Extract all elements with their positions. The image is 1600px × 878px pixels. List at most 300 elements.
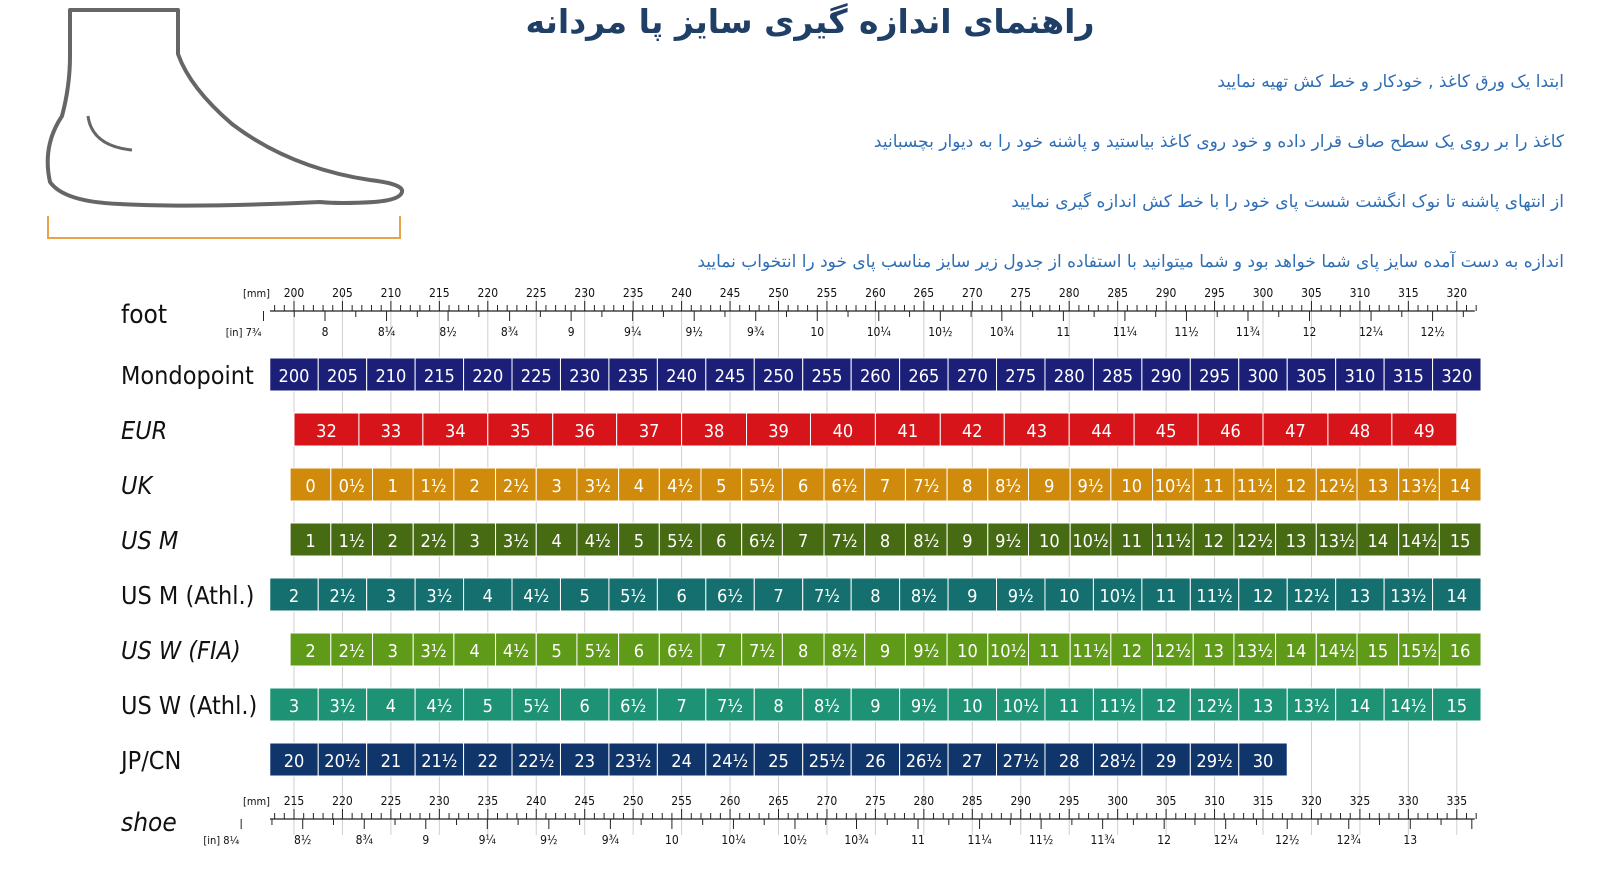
- uk-cell-label: 3½: [584, 476, 611, 497]
- us-w-fia-cell-label: 8: [798, 641, 809, 662]
- us-m-cell-label: 11: [1121, 531, 1143, 552]
- shoe-scale-mm-label: 330: [1398, 794, 1419, 808]
- eur-cell-label: 36: [574, 421, 596, 442]
- jp-cn-cell-label: 30: [1252, 751, 1274, 772]
- foot-scale-in-label: 9½: [685, 325, 703, 339]
- us-m-athl-cell-label: 4½: [523, 586, 550, 607]
- mondopoint-cell-label: 270: [956, 366, 988, 387]
- foot-outline-illustration: [40, 6, 420, 246]
- us-w-fia-cell-label: 4: [469, 641, 480, 662]
- jp-cn-cell-label: 24½: [711, 751, 749, 772]
- uk-cell-label: 4½: [667, 476, 694, 497]
- us-m-cell-label: 4: [551, 531, 562, 552]
- row-label-uk: UK: [121, 471, 153, 500]
- us-w-fia-cell-label: 11½: [1072, 641, 1109, 662]
- us-m-cell-label: 9½: [995, 531, 1022, 552]
- foot-scale-mm-label: 315: [1398, 286, 1419, 300]
- us-m-athl-cell-label: 7½: [813, 586, 840, 607]
- us-w-fia-cell-label: 5½: [584, 641, 611, 662]
- uk-cell-label: 11½: [1236, 476, 1273, 497]
- foot-scale-mm-label: 270: [961, 286, 983, 300]
- jp-cn-cell-label: 29½: [1196, 751, 1233, 772]
- eur-cell-label: 34: [445, 421, 466, 442]
- foot-scale-in-label: 8¾: [500, 325, 519, 339]
- foot-scale-in-label: 10½: [928, 325, 953, 339]
- jp-cn-cell-label: 26: [865, 751, 886, 772]
- shoe-scale-mm-label: 320: [1301, 794, 1322, 808]
- us-w-fia-cell-label: 4½: [502, 641, 529, 662]
- us-w-athl-cell-label: 10½: [1002, 696, 1039, 717]
- us-w-athl-cell-label: 8: [773, 696, 784, 717]
- mondopoint-cell-label: 285: [1102, 366, 1134, 387]
- us-m-cell-label: 4½: [584, 531, 611, 552]
- eur-cell-label: 46: [1220, 421, 1241, 442]
- shoe-scale-in-label: 9¾: [601, 833, 620, 847]
- us-m-athl-cell-label: 14: [1446, 586, 1468, 607]
- us-w-athl-cell-label: 9: [870, 696, 881, 717]
- us-w-fia-cell-label: 10: [957, 641, 978, 662]
- jp-cn-cell-label: 25: [768, 751, 789, 772]
- us-m-athl-cell-label: 4: [482, 586, 493, 607]
- us-w-athl-cell-label: 6½: [620, 696, 647, 717]
- jp-cn-cell-label: 27: [961, 751, 983, 772]
- eur-cell-label: 41: [897, 421, 919, 442]
- foot-scale-mm-label: 285: [1107, 286, 1128, 300]
- foot-scale-mm-label: 240: [671, 286, 692, 300]
- us-w-fia-cell-label: 11: [1039, 641, 1060, 662]
- us-m-cell-label: 13½: [1318, 531, 1355, 552]
- us-w-fia-cell-label: 6: [633, 641, 645, 662]
- uk-cell-label: 2½: [502, 476, 529, 497]
- shoe-scale-mm-label: 225: [380, 794, 402, 808]
- us-m-cell-label: 1: [305, 531, 316, 552]
- us-w-fia-cell-label: 14½: [1318, 641, 1355, 662]
- foot-scale-in-label: 10: [810, 325, 825, 339]
- foot-scale-in-label: 11: [1056, 325, 1071, 339]
- us-m-athl-cell-label: 10: [1058, 586, 1080, 607]
- foot-scale-mm-label: 265: [913, 286, 935, 300]
- foot-scale-mm-label: 225: [525, 286, 547, 300]
- shoe-scale-in-label: 11: [911, 833, 925, 847]
- jp-cn-cell-label: 20: [283, 751, 305, 772]
- mondopoint-cell-label: 240: [666, 366, 698, 387]
- us-m-cell-label: 13: [1285, 531, 1307, 552]
- us-w-athl-cell-label: 12: [1155, 696, 1177, 717]
- foot-scale-in-label: 8¼: [377, 325, 396, 339]
- uk-cell-label: 8: [962, 476, 973, 497]
- uk-cell-label: 0: [305, 476, 316, 497]
- foot-scale-mm-label: 300: [1252, 286, 1274, 300]
- us-w-fia-cell-label: 5: [551, 641, 562, 662]
- us-w-fia-cell-label: 15½: [1400, 641, 1438, 662]
- uk-cell-label: 1: [387, 476, 398, 497]
- shoe-scale-mm-label: 285: [961, 794, 983, 808]
- mondopoint-cell-label: 295: [1199, 366, 1231, 387]
- shoe-scale-mm-label: 220: [332, 794, 353, 808]
- foot-scale-mm-label: 305: [1301, 286, 1322, 300]
- shoe-scale-mm-label: 275: [865, 794, 886, 808]
- instruction-step-3: از انتهای پاشنه تا نوک انگشت شست پای خود را با خط کش اندازه گیری نمایید: [1011, 192, 1564, 212]
- foot-scale-mm-label: 220: [477, 286, 499, 300]
- shoe-scale-in-label: 9¼: [478, 833, 496, 847]
- shoe-scale-mm-label: 310: [1204, 794, 1225, 808]
- mondopoint-cell-label: 235: [617, 366, 649, 387]
- mondopoint-cell-label: 225: [520, 366, 552, 387]
- foot-scale-mm-unit: [mm]: [242, 287, 270, 300]
- us-m-cell-label: 15: [1449, 531, 1471, 552]
- foot-scale-mm-label: 245: [719, 286, 741, 300]
- us-m-athl-cell-label: 10½: [1099, 586, 1136, 607]
- mondopoint-cell-label: 220: [472, 366, 504, 387]
- us-m-cell-label: 8½: [913, 531, 940, 552]
- foot-scale-mm-label: 255: [816, 286, 838, 300]
- us-w-athl-cell-label: 14½: [1390, 696, 1427, 717]
- us-m-athl-cell-label: 3½: [426, 586, 453, 607]
- mondopoint-cell-label: 215: [423, 366, 455, 387]
- us-m-athl-cell-label: 6: [676, 586, 687, 607]
- eur-cell-label: 44: [1091, 421, 1112, 442]
- foot-scale-mm-label: 260: [865, 286, 886, 300]
- shoe-scale-mm-label: 300: [1107, 794, 1128, 808]
- row-label-us-w-athl: US W (Athl.): [121, 691, 258, 720]
- shoe-scale-mm-label: 270: [816, 794, 838, 808]
- us-m-cell-label: 2½: [420, 531, 447, 552]
- shoe-scale-in-label: 9: [422, 833, 430, 847]
- us-m-cell-label: 5½: [667, 531, 694, 552]
- foot-scale-in-label: 11½: [1174, 325, 1199, 339]
- us-w-fia-cell-label: 3: [387, 641, 398, 662]
- us-w-athl-cell-label: 14: [1349, 696, 1371, 717]
- us-w-fia-cell-label: 2: [305, 641, 316, 662]
- us-w-fia-cell-label: 14: [1285, 641, 1307, 662]
- us-w-fia-cell-label: 12: [1121, 641, 1143, 662]
- eur-cell-label: 40: [832, 421, 854, 442]
- foot-scale-mm-label: 250: [768, 286, 789, 300]
- mondopoint-cell-label: 255: [811, 366, 843, 387]
- uk-cell-label: 7: [879, 476, 891, 497]
- foot-scale-in-label: 9¾: [747, 325, 765, 339]
- us-w-athl-cell-label: 11½: [1099, 696, 1136, 717]
- us-w-athl-cell-label: 6: [579, 696, 590, 717]
- foot-scale-mm-label: 290: [1155, 286, 1177, 300]
- foot-outline-icon: [48, 10, 402, 206]
- foot-scale-in-label: 12: [1302, 325, 1317, 339]
- foot-scale-mm-label: 275: [1010, 286, 1032, 300]
- us-w-fia-cell-label: 9: [879, 641, 891, 662]
- mondopoint-cell-label: 265: [908, 366, 940, 387]
- us-m-cell-label: 8: [879, 531, 891, 552]
- us-m-cell-label: 10: [1039, 531, 1060, 552]
- us-w-fia-cell-label: 9½: [913, 641, 940, 662]
- instruction-step-2: کاغذ را بر روی یک سطح صاف قرار داده و خود روی کاغذ بیاستید و پاشنه خود را به دیوار بچسبانید: [873, 132, 1564, 152]
- shoe-scale-mm-label: 230: [429, 794, 450, 808]
- row-label-us-m-athl: US M (Athl.): [121, 581, 255, 610]
- us-w-athl-cell-label: 5: [482, 696, 493, 717]
- instruction-step-1: ابتدا یک ورق کاغذ , خودکار و خط کش تهیه نمایید: [1217, 72, 1564, 92]
- shoe-scale-mm-label: 250: [622, 794, 644, 808]
- us-m-cell-label: 14: [1367, 531, 1389, 552]
- foot-scale-in-label: [in] 7¾: [225, 326, 262, 339]
- uk-cell-label: 5½: [749, 476, 776, 497]
- mondopoint-cell-label: 210: [375, 366, 407, 387]
- us-m-cell-label: 11½: [1154, 531, 1192, 552]
- foot-scale-in-label: 12½: [1420, 325, 1445, 339]
- us-w-athl-cell-label: 8½: [813, 696, 840, 717]
- uk-cell-label: 11: [1203, 476, 1224, 497]
- mondopoint-cell-label: 200: [278, 366, 310, 387]
- us-m-cell-label: 7½: [831, 531, 858, 552]
- shoe-scale-mm-label: 325: [1349, 794, 1371, 808]
- us-m-cell-label: 6½: [749, 531, 776, 552]
- mondopoint-cell-label: 245: [714, 366, 746, 387]
- row-label-foot: foot: [121, 300, 168, 330]
- foot-scale-mm-label: 215: [429, 286, 450, 300]
- us-w-fia-cell-label: 15: [1367, 641, 1389, 662]
- us-w-fia-cell-label: 8½: [831, 641, 858, 662]
- jp-cn-cell-label: 28: [1058, 751, 1080, 772]
- row-label-us-m: US M: [121, 526, 179, 555]
- uk-cell-label: 14: [1449, 476, 1471, 497]
- us-w-athl-cell-label: 15: [1446, 696, 1468, 717]
- foot-scale-mm-label: 230: [574, 286, 596, 300]
- eur-cell-label: 47: [1285, 421, 1306, 442]
- us-m-athl-cell-label: 9½: [1007, 586, 1034, 607]
- us-w-fia-cell-label: 7½: [749, 641, 776, 662]
- uk-cell-label: 2: [469, 476, 480, 497]
- us-w-fia-cell-label: 13½: [1236, 641, 1273, 662]
- us-m-athl-cell-label: 13½: [1390, 586, 1427, 607]
- foot-scale-in-label: 9¼: [623, 325, 642, 339]
- shoe-scale-mm-label: 255: [671, 794, 692, 808]
- us-w-fia-cell-label: 7: [716, 641, 727, 662]
- us-m-cell-label: 12: [1203, 531, 1224, 552]
- uk-cell-label: 0½: [338, 476, 365, 497]
- eur-cell-label: 48: [1349, 421, 1371, 442]
- shoe-scale-in-label: 8½: [294, 833, 312, 847]
- us-m-athl-cell-label: 5½: [620, 586, 647, 607]
- us-m-athl-cell-label: 9: [967, 586, 978, 607]
- uk-cell-label: 8½: [995, 476, 1022, 497]
- shoe-scale-in-label: 9½: [540, 833, 558, 847]
- mondopoint-cell-label: 310: [1344, 366, 1376, 387]
- us-w-athl-cell-label: 12½: [1196, 696, 1233, 717]
- uk-cell-label: 5: [716, 476, 727, 497]
- eur-cell-label: 49: [1414, 421, 1435, 442]
- shoe-scale-mm-label: 235: [477, 794, 499, 808]
- foot-scale-mm-label: 295: [1204, 286, 1225, 300]
- us-w-athl-cell-label: 13: [1252, 696, 1274, 717]
- mondopoint-cell-label: 230: [569, 366, 601, 387]
- mondopoint-cell-label: 205: [326, 366, 358, 387]
- foot-scale-in-label: 8: [321, 325, 329, 339]
- us-m-cell-label: 5: [633, 531, 645, 552]
- shoe-scale-in-label: [in] 8¼: [203, 834, 240, 847]
- shoe-scale-mm-label: 245: [574, 794, 596, 808]
- us-m-athl-cell-label: 7: [773, 586, 784, 607]
- row-label-mondopoint: Mondopoint: [121, 361, 254, 390]
- shoe-scale-in-label: 10¾: [844, 833, 869, 847]
- eur-cell-label: 35: [509, 421, 531, 442]
- us-w-fia-cell-label: 13: [1203, 641, 1224, 662]
- jp-cn-cell-label: 27½: [1002, 751, 1039, 772]
- jp-cn-cell-label: 20½: [324, 751, 361, 772]
- shoe-scale-in-label: 10¼: [721, 833, 746, 847]
- us-w-fia-cell-label: 16: [1449, 641, 1471, 662]
- foot-arch-line: [88, 116, 132, 150]
- row-label-eur: EUR: [121, 416, 168, 445]
- us-m-cell-label: 12½: [1236, 531, 1273, 552]
- us-m-athl-cell-label: 2: [288, 586, 300, 607]
- us-w-athl-cell-label: 4½: [426, 696, 453, 717]
- page-title: راهنمای اندازه گیری سایز پا مردانه: [525, 2, 1095, 41]
- row-label-shoe: shoe: [121, 808, 177, 838]
- us-m-athl-cell-label: 3: [385, 586, 397, 607]
- shoe-scale-mm-label: 335: [1446, 794, 1468, 808]
- foot-scale-in-label: 10¼: [866, 325, 891, 339]
- us-m-cell-label: 3½: [502, 531, 529, 552]
- shoe-scale-mm-label: 260: [719, 794, 741, 808]
- shoe-scale-mm-label: 215: [283, 794, 305, 808]
- us-m-athl-cell-label: 5: [579, 586, 590, 607]
- us-m-cell-label: 10½: [1072, 531, 1109, 552]
- shoe-scale-mm-label: 315: [1252, 794, 1274, 808]
- us-w-athl-cell-label: 13½: [1293, 696, 1330, 717]
- us-w-athl-cell-label: 7: [676, 696, 687, 717]
- us-w-fia-cell-label: 2½: [338, 641, 365, 662]
- eur-cell-label: 33: [380, 421, 402, 442]
- us-m-athl-cell-label: 2½: [329, 586, 356, 607]
- shoe-scale-mm-label: 305: [1155, 794, 1177, 808]
- us-m-cell-label: 1½: [338, 531, 365, 552]
- mondopoint-cell-label: 320: [1441, 366, 1473, 387]
- uk-cell-label: 12: [1285, 476, 1307, 497]
- jp-cn-cell-label: 29: [1155, 751, 1177, 772]
- shoe-scale-in-label: 11¾: [1090, 833, 1115, 847]
- shoe-scale-in-label: 8¾: [355, 833, 373, 847]
- us-w-fia-cell-label: 6½: [667, 641, 694, 662]
- uk-cell-label: 10: [1121, 476, 1143, 497]
- us-m-cell-label: 9: [962, 531, 973, 552]
- uk-cell-label: 9: [1044, 476, 1055, 497]
- foot-scale-in-label: 10¾: [989, 325, 1014, 339]
- mondopoint-cell-label: 290: [1150, 366, 1182, 387]
- shoe-scale-in-label: 12½: [1275, 833, 1300, 847]
- eur-cell-label: 32: [316, 421, 337, 442]
- shoe-scale-in-label: 11½: [1028, 833, 1054, 847]
- jp-cn-cell-label: 26½: [905, 751, 943, 772]
- eur-cell-label: 42: [961, 421, 983, 442]
- us-w-athl-cell-label: 3: [288, 696, 300, 717]
- eur-cell-label: 37: [638, 421, 660, 442]
- shoe-scale-mm-label: 290: [1010, 794, 1032, 808]
- uk-cell-label: 1½: [420, 476, 447, 497]
- uk-cell-label: 6½: [831, 476, 858, 497]
- mondopoint-cell-label: 300: [1247, 366, 1279, 387]
- foot-scale-mm-label: 280: [1058, 286, 1080, 300]
- jp-cn-cell-label: 25½: [808, 751, 846, 772]
- us-m-athl-cell-label: 13: [1349, 586, 1371, 607]
- eur-cell-label: 39: [768, 421, 789, 442]
- us-m-athl-cell-label: 12: [1252, 586, 1274, 607]
- shoe-scale-mm-unit: [mm]: [242, 795, 270, 808]
- foot-scale-mm-label: 210: [380, 286, 402, 300]
- uk-cell-label: 6: [798, 476, 809, 497]
- us-m-athl-cell-label: 6½: [717, 586, 744, 607]
- shoe-scale-mm-label: 280: [913, 794, 935, 808]
- jp-cn-cell-label: 24: [671, 751, 692, 772]
- mondopoint-cell-label: 305: [1295, 366, 1327, 387]
- us-w-athl-cell-label: 10: [961, 696, 983, 717]
- jp-cn-cell-label: 23: [574, 751, 596, 772]
- foot-scale-in-label: 9: [567, 325, 575, 339]
- uk-cell-label: 4: [633, 476, 645, 497]
- mondopoint-cell-label: 260: [859, 366, 891, 387]
- jp-cn-cell-label: 21½: [421, 751, 458, 772]
- us-w-fia-cell-label: 12½: [1154, 641, 1192, 662]
- us-w-athl-cell-label: 4: [385, 696, 397, 717]
- shoe-scale-mm-label: 295: [1058, 794, 1080, 808]
- us-m-cell-label: 2: [387, 531, 398, 552]
- uk-cell-label: 12½: [1318, 476, 1355, 497]
- us-w-fia-cell-label: 10½: [989, 641, 1027, 662]
- jp-cn-cell-label: 22: [477, 751, 499, 772]
- eur-cell-label: 43: [1026, 421, 1048, 442]
- us-w-athl-cell-label: 11: [1058, 696, 1080, 717]
- us-w-athl-cell-label: 3½: [329, 696, 356, 717]
- us-w-athl-cell-label: 5½: [523, 696, 550, 717]
- eur-cell-label: 45: [1155, 421, 1177, 442]
- foot-scale-in-label: 8½: [439, 325, 457, 339]
- shoe-scale-in-label: 12: [1157, 833, 1172, 847]
- jp-cn-cell-label: 23½: [614, 751, 652, 772]
- foot-scale-in-label: 11¼: [1112, 325, 1138, 339]
- mondopoint-cell-label: 315: [1392, 366, 1424, 387]
- foot-scale-in-label: 11¾: [1235, 325, 1261, 339]
- us-m-athl-cell-label: 8: [870, 586, 881, 607]
- eur-cell-label: 38: [703, 421, 725, 442]
- uk-cell-label: 7½: [913, 476, 940, 497]
- row-label-jp-cn: JP/CN: [121, 746, 182, 775]
- foot-scale-mm-label: 310: [1349, 286, 1371, 300]
- mondopoint-cell-label: 250: [763, 366, 794, 387]
- foot-scale-in-label: 12¼: [1358, 325, 1384, 339]
- foot-scale-mm-label: 205: [332, 286, 353, 300]
- uk-cell-label: 10½: [1154, 476, 1192, 497]
- us-m-cell-label: 14½: [1400, 531, 1438, 552]
- uk-cell-label: 3: [551, 476, 562, 497]
- shoe-size-chart: [0, 280, 1600, 878]
- shoe-scale-in-label: 12¼: [1213, 833, 1238, 847]
- us-w-fia-cell-label: 3½: [420, 641, 447, 662]
- us-m-athl-cell-label: 11: [1155, 586, 1177, 607]
- shoe-scale-in-label: 10: [665, 833, 679, 847]
- us-m-athl-cell-label: 8½: [910, 586, 937, 607]
- mondopoint-cell-label: 280: [1053, 366, 1085, 387]
- uk-cell-label: 13½: [1400, 476, 1438, 497]
- mondopoint-cell-label: 275: [1005, 366, 1037, 387]
- row-label-us-w-fia: US W (FIA): [121, 636, 241, 665]
- shoe-scale-mm-label: 240: [525, 794, 547, 808]
- foot-scale-mm-label: 235: [622, 286, 644, 300]
- us-m-athl-cell-label: 12½: [1293, 586, 1330, 607]
- shoe-scale-mm-label: 265: [768, 794, 789, 808]
- jp-cn-cell-label: 21: [380, 751, 402, 772]
- jp-cn-cell-label: 28½: [1099, 751, 1136, 772]
- foot-scale-mm-label: 320: [1446, 286, 1468, 300]
- uk-cell-label: 13: [1367, 476, 1389, 497]
- shoe-scale-in-label: 11¼: [967, 833, 992, 847]
- uk-cell-label: 9½: [1077, 476, 1104, 497]
